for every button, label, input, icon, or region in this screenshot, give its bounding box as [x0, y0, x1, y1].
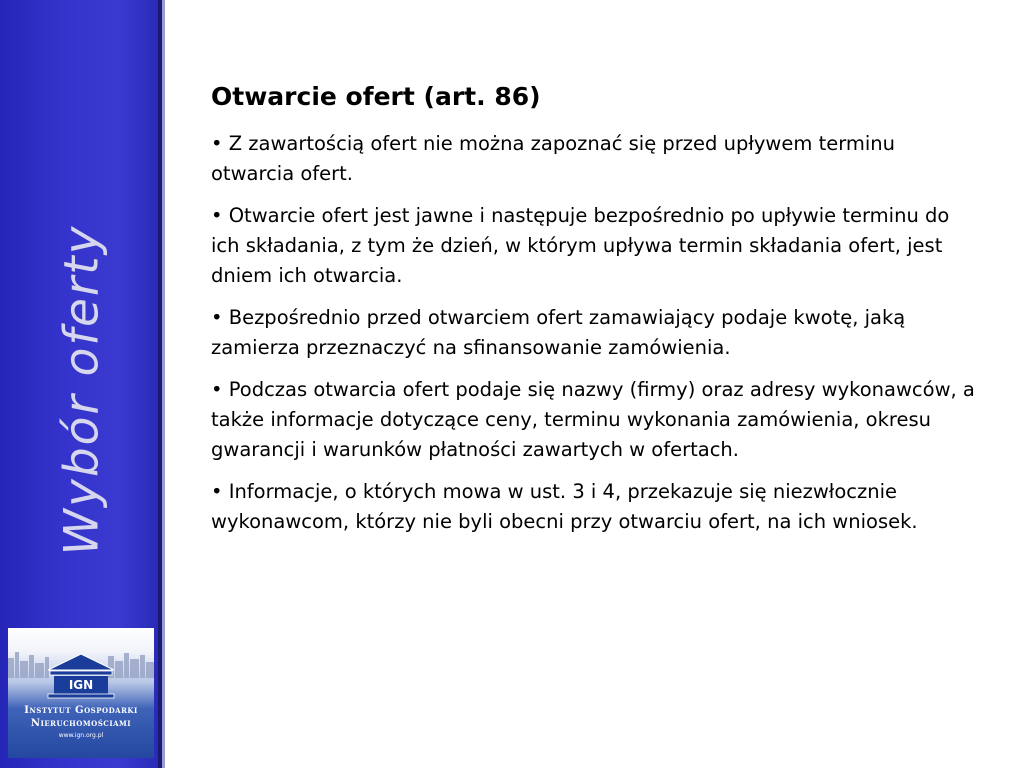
bullet-item: • Podczas otwarcia ofert podaje się nazwy (firmy) oraz adresy wykonawców, a także informacje dotyczące ceny, terminu wykonania zamówienia, okresu gwarancji i warunków płatności zawartych w ofertach. [211, 378, 975, 461]
sidebar [0, 0, 162, 768]
sidebar-title: Wybór oferty [54, 224, 110, 556]
logo-url: www.ign.org.pl [58, 732, 104, 739]
bullet-item: • Otwarcie ofert jest jawne i następuje bezpośrednio po upływie terminu do ich składania, z tym że dzień, w którym upływa termin składania ofert, jest dniem ich otwarcia. [211, 204, 950, 287]
main-content [211, 82, 991, 549]
slide-heading: Otwarcie ofert (art. 86) [211, 82, 541, 111]
bullet-item: • Informacje, o których mowa w ust. 3 i 4, przekazuje się niezwłocznie wykonawcom, którzy nie byli obecni przy otwarciu ofert, na ich wniosek. [211, 480, 918, 533]
ign-logo [8, 628, 154, 758]
sidebar-edge [162, 0, 165, 768]
logo-line2: Nieruchomościami [30, 718, 132, 729]
sidebar-title-wrap [0, 210, 162, 570]
bullet-item: • Bezpośrednio przed otwarciem ofert zamawiający podaje kwotę, jaką zamierza przeznaczyć na sfinansowanie zamówienia. [211, 306, 906, 359]
bullet-item: • Z zawartością ofert nie można zapoznać się przed upływem terminu otwarcia ofert. [211, 132, 896, 185]
logo-line1: Instytut Gospodarki [24, 705, 138, 716]
ign-abbr: IGN [68, 678, 94, 692]
